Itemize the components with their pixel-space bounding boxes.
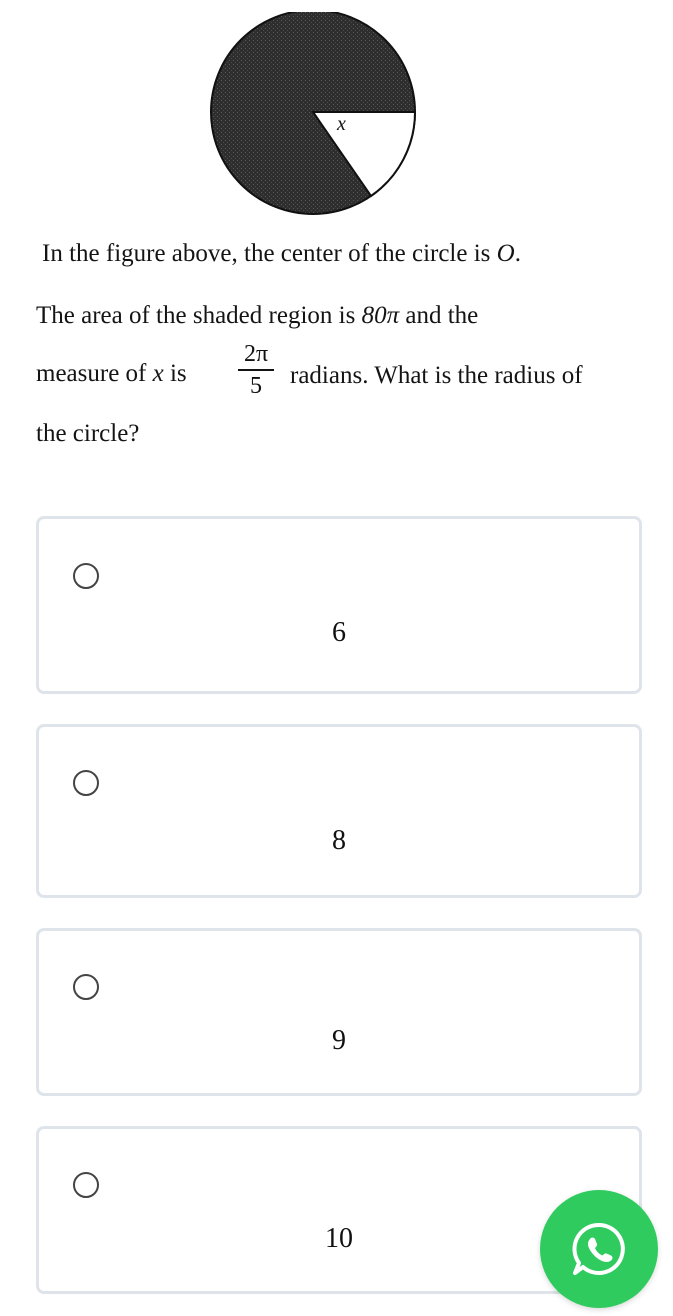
question-line-4: the circle? <box>36 420 140 447</box>
fraction-denominator: 5 <box>250 373 262 399</box>
whatsapp-chat-button[interactable] <box>540 1190 658 1308</box>
answer-option-label: 9 <box>332 1025 346 1056</box>
whatsapp-icon <box>569 1219 629 1279</box>
answer-option-label: 10 <box>325 1223 353 1254</box>
answer-option-a[interactable] <box>36 516 642 694</box>
radio-button-icon[interactable] <box>73 770 99 796</box>
radio-button-icon[interactable] <box>73 563 99 589</box>
question-line-3-end: radians. What is the radius of <box>290 362 583 389</box>
answer-option-label: 6 <box>332 617 346 648</box>
answer-option-label: 8 <box>332 825 346 856</box>
question-line-2: The area of the shaded region is 80π and the <box>36 302 479 329</box>
fraction-numerator: 2π <box>243 341 269 367</box>
answer-option-b[interactable] <box>36 724 642 898</box>
fraction-bar <box>238 369 274 371</box>
center-variable: O <box>496 240 515 267</box>
radio-button-icon[interactable] <box>73 974 99 1000</box>
question-line-1: In the figure above, the center of the circle is O. <box>42 240 521 267</box>
question-line-3: measure of x is <box>36 360 187 387</box>
angle-variable: x <box>152 360 164 387</box>
answer-option-c[interactable] <box>36 928 642 1096</box>
angle-label-x: x <box>337 113 346 135</box>
question-text <box>0 0 673 480</box>
angle-fraction <box>238 340 274 399</box>
area-value: 80π <box>361 302 400 329</box>
radio-button-icon[interactable] <box>73 1172 99 1198</box>
